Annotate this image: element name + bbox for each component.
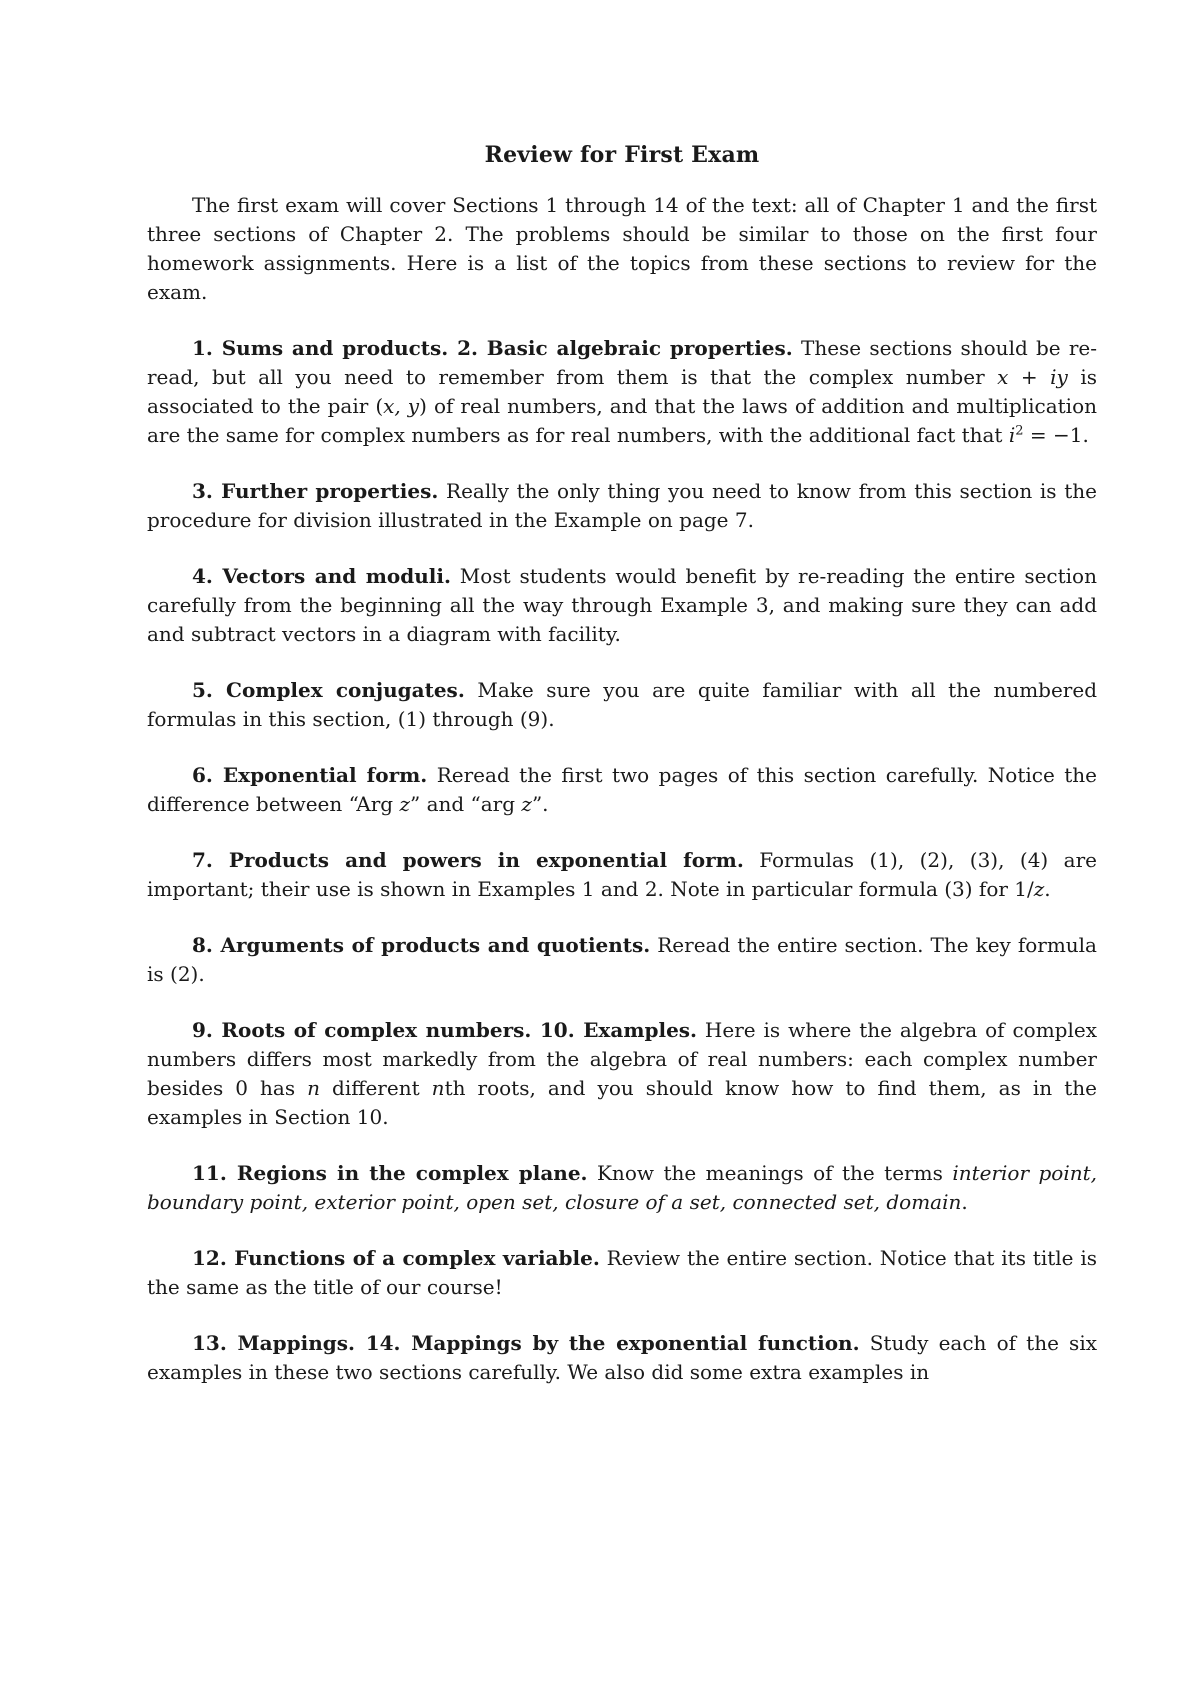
section-6-paragraph bbox=[147, 761, 1097, 819]
paragraph-text: Reread the entire section. The key formula is (2). bbox=[147, 933, 1097, 986]
section-heading: 7. Products and powers in exponential form. bbox=[192, 848, 744, 872]
paragraph-text: Really the only thing you need to know from this section is the procedure for division illustrated in the Example on page 7. bbox=[147, 479, 1097, 532]
section-11-paragraph bbox=[147, 1159, 1097, 1217]
intro-paragraph: The first exam will cover Sections 1 through 14 of the text: all of Chapter 1 and the first three sections of Chapter 2. The problems should be similar to those on the first four homework assignments. Here is a list of the topics from these sections to review for the exam. bbox=[147, 193, 1097, 304]
paragraph-text: different bbox=[320, 1076, 432, 1100]
paragraph-text: + bbox=[1008, 365, 1051, 389]
paragraph-text: Study each of the six examples in these two sections carefully. We also did some extra examples in bbox=[147, 1331, 1098, 1384]
paragraph-text: ) of real numbers, and that the laws of addition and multiplication are the same for complex numbers as for real numbers, with the additional fact that bbox=[147, 394, 1098, 447]
section-4-paragraph bbox=[147, 562, 1097, 649]
paragraph-text: ” and “arg bbox=[409, 792, 522, 816]
paragraph-text: These sections should be re-read, but all you need to remember from them is that the complex number bbox=[147, 336, 1097, 389]
math-variable: z bbox=[399, 792, 410, 816]
math-variable: n bbox=[431, 1076, 445, 1100]
section-7-paragraph bbox=[147, 846, 1097, 904]
section-heading: 6. Exponential form. bbox=[192, 763, 428, 787]
section-heading: 9. Roots of complex numbers. 10. Examples. bbox=[192, 1018, 698, 1042]
paragraph-text: Formulas (1), (2), (3), (4) are important; their use is shown in Examples 1 and 2. Note in particular formula (3) for 1/ bbox=[147, 848, 1097, 901]
section-heading: 4. Vectors and moduli. bbox=[192, 564, 451, 588]
section-heading: 3. Further properties. bbox=[192, 479, 439, 503]
document-page bbox=[147, 140, 1097, 1414]
math-variable: i bbox=[1008, 423, 1016, 447]
math-variable: x, y bbox=[383, 394, 420, 418]
math-variable: z bbox=[1033, 877, 1045, 901]
paragraph-text: ”. bbox=[531, 792, 549, 816]
section-heading: 5. Complex conjugates. bbox=[192, 678, 465, 702]
paragraph-text: th roots, and you should know how to find them, as in the examples in Section 10. bbox=[147, 1076, 1097, 1129]
section-heading: 1. Sums and products. 2. Basic algebraic properties. bbox=[192, 336, 793, 360]
paragraph-text: = −1. bbox=[1023, 423, 1089, 447]
math-exponent: 2 bbox=[1015, 423, 1024, 439]
paragraph-text: Most students would benefit by re-reading the entire section carefully from the beginning all the way through Example 3, and making sure they can add and subtract vectors in a diagram with facility. bbox=[147, 564, 1097, 646]
math-variable: z bbox=[521, 792, 532, 816]
math-variable: x bbox=[997, 365, 1009, 389]
section-3-paragraph bbox=[147, 477, 1097, 535]
paragraph-text: Here is where the algebra of complex numbers differs most markedly from the algebra of real numbers: each complex number besides 0 has bbox=[147, 1018, 1097, 1100]
paragraph-text: Make sure you are quite familiar with all the numbered formulas in this section, (1) through (9). bbox=[147, 678, 1098, 731]
paragraph-text: Reread the first two pages of this section carefully. Notice the difference between “Arg bbox=[147, 763, 1097, 816]
section-heading: 13. Mappings. 14. Mappings by the exponential function. bbox=[192, 1331, 860, 1355]
section-1-2-paragraph bbox=[147, 334, 1097, 450]
math-variable: iy bbox=[1050, 365, 1068, 389]
section-5-paragraph bbox=[147, 676, 1097, 734]
paragraph-text: . bbox=[1044, 877, 1051, 901]
section-heading: 11. Regions in the complex plane. bbox=[192, 1161, 588, 1185]
section-13-14-paragraph bbox=[147, 1329, 1097, 1387]
paragraph-text: Review the entire section. Notice that its title is the same as the title of our course! bbox=[147, 1246, 1097, 1299]
paragraph-text: is associated to the pair ( bbox=[147, 365, 1097, 418]
paragraph-text: Know the meanings of the terms bbox=[587, 1161, 953, 1185]
section-9-10-paragraph bbox=[147, 1016, 1097, 1132]
section-8-paragraph bbox=[147, 931, 1097, 989]
section-heading: 8. Arguments of products and quotients. bbox=[192, 933, 651, 957]
page-title: Review for First Exam bbox=[484, 142, 760, 168]
section-12-paragraph bbox=[147, 1244, 1097, 1302]
math-variable: n bbox=[307, 1076, 321, 1100]
italic-terms: interior point, boundary point, exterior point, open set, closure of a set, connected set, domain bbox=[147, 1161, 1097, 1214]
section-heading: 12. Functions of a complex variable. bbox=[192, 1246, 600, 1270]
paragraph-text: . bbox=[961, 1190, 968, 1214]
